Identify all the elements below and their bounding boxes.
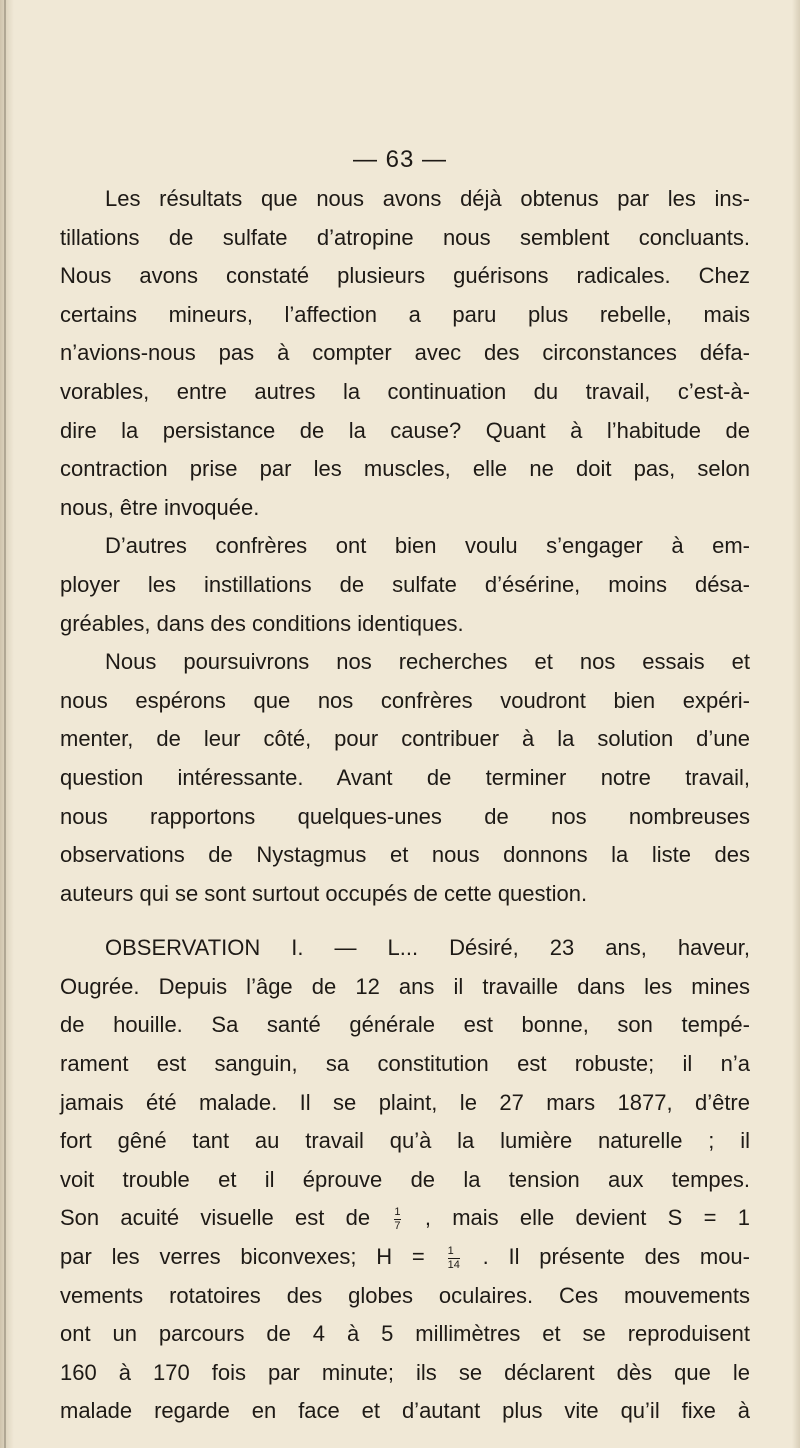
text-line: rament est sanguin, sa constitution est robuste; il n’a [60, 1051, 750, 1077]
fraction-denominator: 14 [447, 1258, 460, 1271]
page-binding-line [4, 0, 6, 1448]
text-line: Ougrée. Depuis l’âge de 12 ans il travaille dans les mines [60, 973, 750, 999]
observation-section [60, 929, 750, 1431]
page-binding-shadow [0, 0, 14, 1448]
hyperopia-fraction [448, 1246, 460, 1271]
acuity-fraction [394, 1207, 400, 1232]
page-right-edge [792, 0, 800, 1448]
section-gap [60, 913, 750, 929]
paragraph-results [60, 180, 750, 527]
text-line: nous espérons que nos confrères voudront bien expéri- [60, 687, 750, 713]
fraction-numerator: 1 [447, 1244, 454, 1257]
text-line: question intéressante. Avant de terminer notre travail, [60, 764, 750, 790]
text-line: jamais été malade. Il se plaint, le 27 mars 1877, d’être [60, 1089, 750, 1115]
text-line: malade regarde en face et d’autant plus vite qu’il fixe à [60, 1398, 750, 1424]
text-line: voit trouble et il éprouve de la tension aux tempes. [60, 1166, 750, 1192]
acuity-line [60, 1199, 750, 1238]
text-line: Nous avons constaté plusieurs guérisons radicales. Chez [60, 263, 750, 289]
lens-line [60, 1238, 750, 1277]
text-line: ont un parcours de 4 à 5 millimètres et se reproduisent [60, 1321, 750, 1347]
text-line: gréables, dans des conditions identiques. [60, 610, 464, 636]
text-line: observations de Nystagmus et nous donnons la liste des [60, 842, 750, 868]
text-line: certains mineurs, l’affection a paru plus rebelle, mais [60, 301, 750, 327]
text-line: vements rotatoires des globes oculaires. Ces mouvements [60, 1282, 750, 1308]
paragraph-research [60, 643, 750, 913]
text-line: contraction prise par les muscles, elle ne doit pas, selon [60, 456, 750, 482]
text-line: de houille. Sa santé générale est bonne, son tempé- [60, 1012, 750, 1038]
text-line: Nous poursuivrons nos recherches et nos essais et [105, 649, 750, 675]
body-text [60, 180, 750, 1431]
text-line: menter, de leur côté, pour contribuer à la solution d’une [60, 726, 750, 752]
text-line: D’autres confrères ont bien voulu s’engager à em- [105, 533, 750, 559]
text-line: ployer les instillations de sulfate d’ésérine, moins désa- [60, 571, 750, 597]
text-line: Les résultats que nous avons déjà obtenus par les ins- [105, 186, 750, 211]
fraction-denominator: 7 [394, 1220, 401, 1233]
text-line: fort gêné tant au travail qu’à la lumière naturelle ; il [60, 1128, 750, 1154]
observation-heading-line: OBSERVATION I. — L... Désiré, 23 ans, haveur, [105, 935, 750, 961]
page-number: — 63 — [352, 146, 448, 173]
text-line: nous, être invoquée. [60, 494, 260, 520]
lens-text-before: par les verres biconvexes; H = [60, 1244, 425, 1270]
text-line: n’avions-nous pas à compter avec des circonstances défa- [60, 340, 750, 366]
text-line: tillations de sulfate d’atropine nous semblent concluants. [60, 224, 750, 250]
fraction-numerator: 1 [394, 1206, 401, 1219]
text-line: nous rapportons quelques-unes de nos nombreuses [60, 803, 750, 829]
text-line: auteurs qui se sont surtout occupés de cette question. [60, 880, 588, 906]
acuity-text-before: Son acuité visuelle est de [60, 1205, 371, 1231]
text-line: 160 à 170 fois par minute; ils se déclarent dès que le [60, 1359, 750, 1385]
acuity-text-after: , mais elle devient S = 1 [424, 1205, 750, 1231]
text-line: dire la persistance de la cause? Quant à l’habitude de [60, 417, 750, 443]
text-line: vorables, entre autres la continuation du travail, c’est-à- [60, 378, 750, 404]
paragraph-colleagues [60, 527, 750, 643]
lens-text-after: . Il présente des mou- [482, 1244, 750, 1270]
